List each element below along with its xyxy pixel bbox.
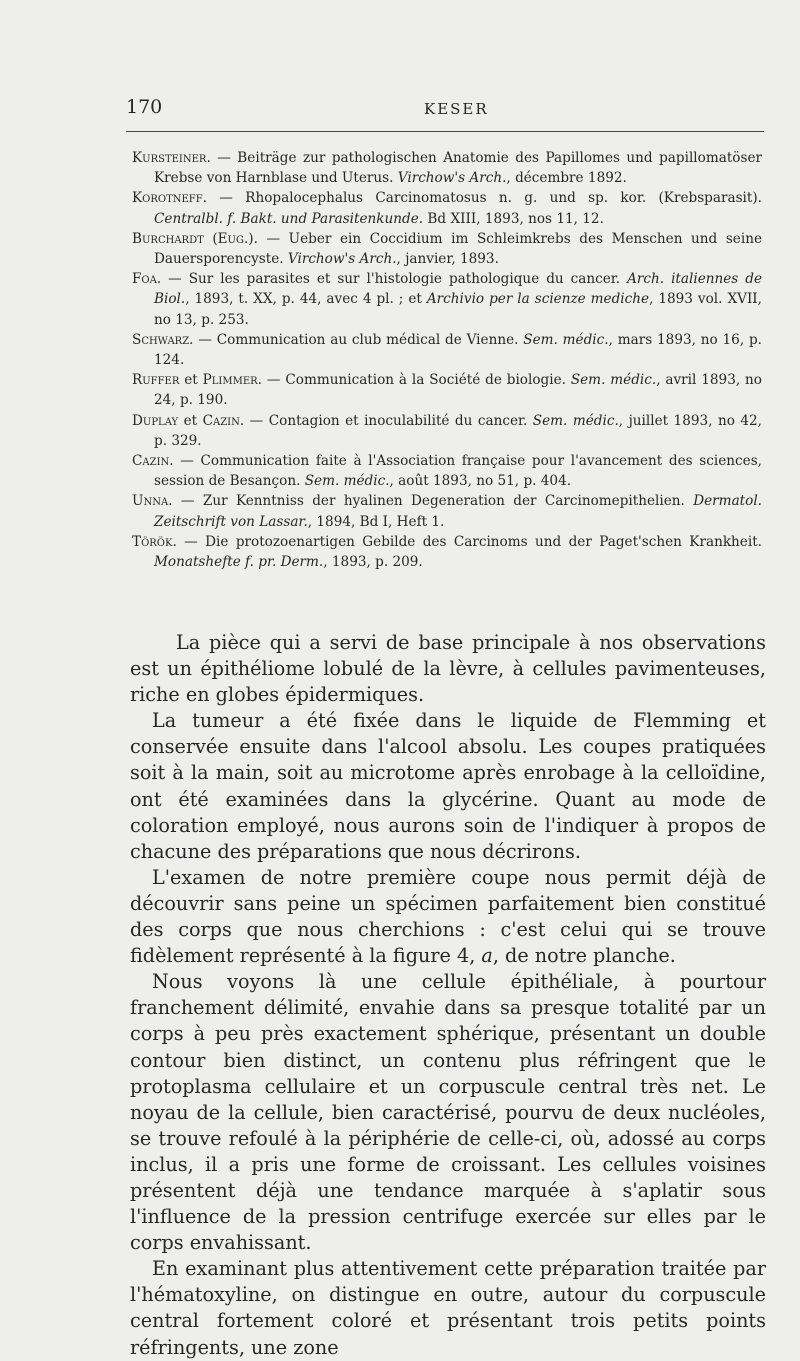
paragraph-text: La pièce qui a servi de base principale à nos observations est un épithéliome lobulé de la lèvre, à cellules pavimenteuses, riche en globes épidermiques.	[130, 631, 766, 707]
reference-text: , juillet 1893, no 42, p. 329.	[154, 412, 762, 449]
reference-author: Ruffer	[132, 372, 180, 389]
paragraph-text: En examinant plus attentivement cette préparation traitée par l'hématoxyline, on distingue en outre, autour du corpuscule central fortement coloré et présentant trois petits points réfringents, une zone	[130, 1257, 766, 1359]
reference-text: Cazin.	[202, 412, 245, 429]
reference-source: Virchow's Arch.	[397, 170, 507, 187]
reference-author: Unna.	[132, 493, 173, 510]
reference-author: Foa.	[132, 271, 162, 288]
reference-entry	[132, 532, 762, 572]
page-number: 170	[126, 96, 163, 118]
reference-text: Bd XIII, 1893, nos 11, 12.	[423, 210, 604, 227]
reference-source: Archivio per la scienze mediche	[426, 291, 650, 308]
reference-text: — Beiträge zur pathologischen Anatomie des Papillomes und papillomatöser Krebse von Harnblase und Uterus.	[154, 150, 762, 187]
paragraph	[130, 630, 766, 708]
reference-text: , août 1893, no 51, p. 404.	[389, 473, 572, 490]
reference-text: et	[179, 372, 203, 389]
reference-author: Burchardt (Eug.).	[132, 230, 258, 247]
reference-entry	[132, 188, 762, 228]
paragraph-text: La tumeur a été fixée dans le liquide de Flemming et conservée ensuite dans l'alcool absolu. Les coupes pratiquées soit à la main, soit au microtome après enrobage à la celloïdine, ont été examinées dans la glycérine. Quant au mode de coloration employé, nous aurons soin de l'indiquer à propos de chacune des préparations que nous décrirons.	[130, 709, 766, 863]
reference-source: Virchow's Arch.	[287, 251, 397, 268]
reference-text: — Sur les parasites et sur l'histologie pathologique du cancer.	[161, 271, 628, 288]
bibliography	[132, 148, 762, 572]
reference-author: Korotneff.	[132, 190, 207, 207]
reference-text: , 1894, Bd I, Heft 1.	[307, 513, 445, 530]
paragraph-text: L'examen de notre première coupe nous permit déjà de découvrir sans peine un spécimen parfaitement bien constitué des corps que nous cherchions : c'est celui qui se trouve fidèlement représenté à la figure 4,	[130, 865, 766, 968]
reference-text: — Rhopalocephalus Carcinomatosus n. g. und sp. kor. (Krebsparasit).	[207, 190, 762, 207]
reference-text: Plimmer.	[202, 372, 263, 389]
reference-text: , avril 1893, no 24, p. 190.	[154, 372, 762, 409]
reference-author: Schwarz.	[132, 331, 194, 348]
reference-author: Cazin.	[132, 453, 174, 470]
reference-author: Török.	[132, 533, 177, 550]
paragraph	[130, 1256, 766, 1360]
reference-text: , 1893, t. XX, p. 44, avec 4 pl. ; et	[185, 291, 427, 308]
reference-entry	[132, 411, 762, 451]
reference-text: — Communication au club médical de Vienne.	[193, 331, 524, 348]
reference-author: Kursteiner.	[132, 150, 211, 166]
reference-text: , mars 1893, no 16, p. 124.	[154, 331, 762, 369]
header-rule	[126, 131, 764, 132]
reference-text: et	[178, 412, 203, 429]
reference-text: — Ueber ein Coccidium im Schleimkrebs des Menschen und seine Dauersporencyste.	[154, 230, 762, 268]
reference-source: Sem. médic.	[532, 412, 619, 429]
paragraph	[130, 969, 766, 1256]
reference-entry	[132, 330, 762, 370]
reference-text: — Zur Kenntniss der hyalinen Degeneration der Carcinomepithelien.	[172, 493, 694, 510]
reference-entry	[132, 370, 762, 410]
reference-source: Sem. médic.	[570, 372, 657, 389]
reference-source: Monatshefte f. pr. Derm.	[154, 554, 324, 571]
reference-text: , 1893 vol. XVII, no 13, p. 253.	[154, 291, 763, 328]
running-head: KESER	[424, 100, 489, 118]
paragraph	[130, 865, 766, 969]
reference-text: — Communication faite à l'Association française pour l'avancement des sciences, session de Besançon.	[154, 453, 762, 490]
paragraph-text: , de notre planche.	[492, 944, 676, 968]
reference-entry	[132, 229, 762, 269]
paragraph-text: Nous voyons là une cellule épithéliale, à pourtour franchement délimité, envahie dans sa presque totalité par un corps à peu près exactement sphérique, présentant un double contour bien distinct, un contenu plus réfringent que le protoplasma cellulaire et un corpuscule central très net. Le noyau de la cellule, bien caractérisé, pourvu de deux nucléoles, se trouve refoulé à la périphérie de celle-ci, où, adossé au corps inclus, il a pris une forme de croissant. Les cellules voisines présentent déjà une tendance marquée à s'aplatir sous l'influence de la pression centrifuge exercée sur elles par le corps envahissant.	[130, 970, 766, 1255]
paragraph-text: a	[481, 944, 493, 968]
reference-entry	[132, 148, 762, 188]
reference-source: Dermatol. Zeitschrift von Lassar.	[154, 493, 762, 530]
reference-source: Sem. médic.	[304, 473, 390, 490]
reference-author: Duplay	[132, 412, 179, 429]
reference-entry	[132, 451, 762, 491]
reference-source: Arch. italiennes de Biol.	[154, 271, 762, 308]
reference-text: — Die protozoenartigen Gebilde des Carcinoms und der Paget'schen Krankheit.	[176, 533, 762, 550]
reference-text: , janvier, 1893.	[396, 251, 499, 268]
page-header	[126, 96, 764, 126]
body-text	[130, 630, 766, 1361]
reference-entry	[132, 269, 762, 330]
reference-text: — Communication à la Société de biologie.	[262, 372, 571, 389]
reference-source: Centralbl. f. Bakt. und Parasitenkunde.	[154, 210, 424, 227]
reference-text: , décembre 1892.	[506, 170, 627, 187]
reference-entry	[132, 491, 762, 531]
reference-text: , 1893, p. 209.	[323, 554, 423, 571]
reference-text: — Contagion et inoculabilité du cancer.	[244, 412, 533, 429]
paragraph	[130, 708, 766, 865]
reference-source: Sem. médic.	[523, 331, 609, 348]
